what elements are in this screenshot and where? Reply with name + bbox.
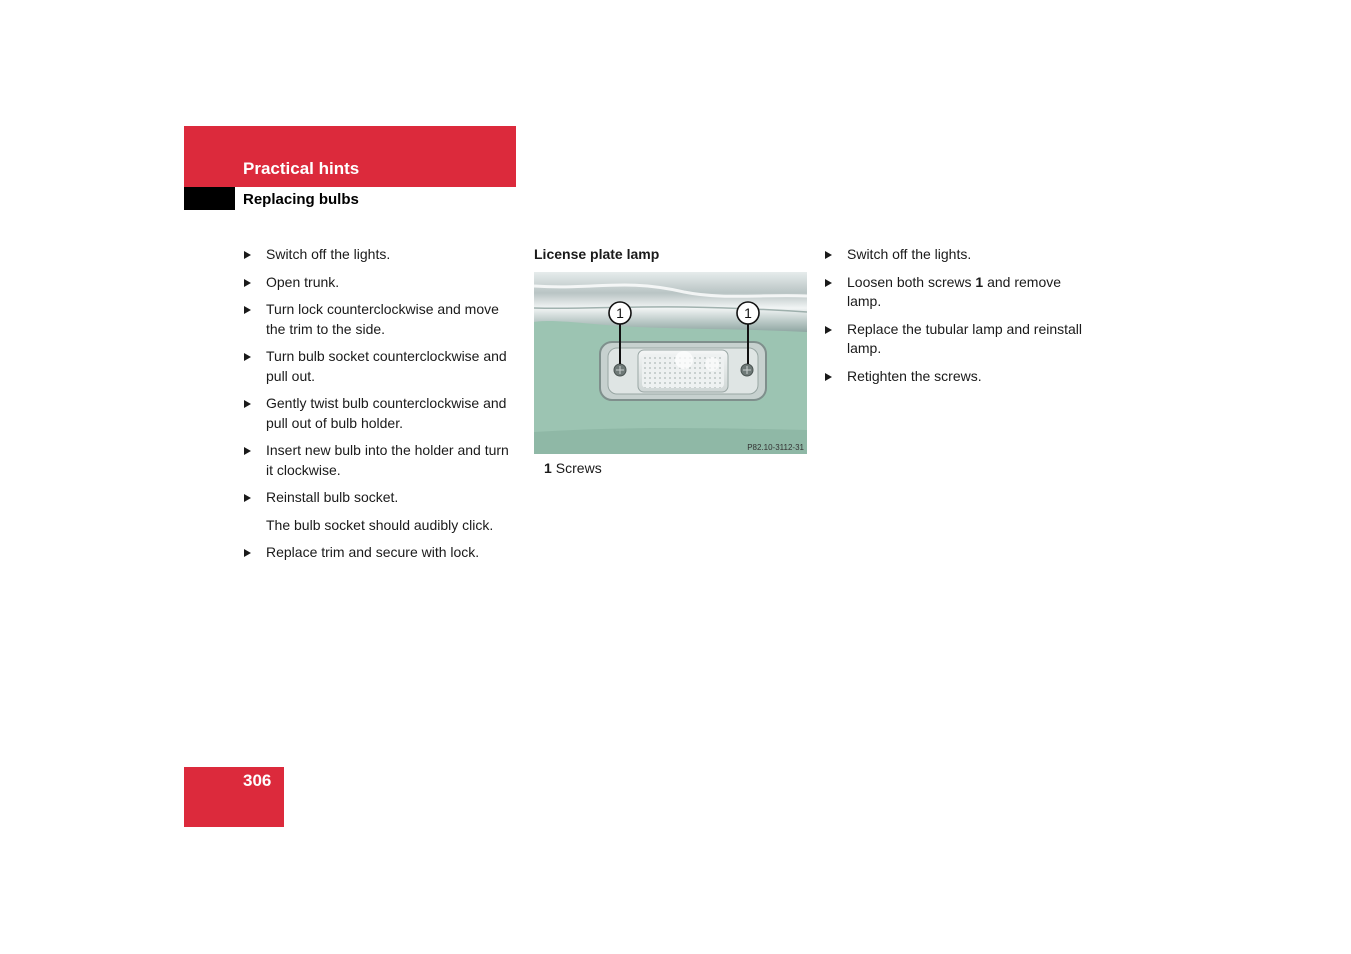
- callout-left-label: 1: [616, 304, 624, 321]
- list-item: Open trunk.: [243, 273, 518, 293]
- list-item: Replace trim and secure with lock.: [243, 543, 518, 563]
- bullet-arrow-icon: [244, 306, 251, 314]
- callout-right-label: 1: [744, 304, 752, 321]
- list-item: Switch off the lights.: [824, 245, 1099, 265]
- lamp-illustration-svg: [534, 272, 807, 454]
- bullet-arrow-icon: [244, 353, 251, 361]
- bullet-arrow-icon: [244, 279, 251, 287]
- bullet-arrow-icon: [244, 549, 251, 557]
- figure-caption: [534, 460, 807, 476]
- figure-block: [534, 245, 807, 476]
- subsection-title: Replacing bulbs: [243, 191, 359, 208]
- bullet-arrow-icon: [825, 251, 832, 259]
- left-instructions: [243, 245, 518, 571]
- list-item: Turn bulb socket counterclockwise and pull out.: [243, 347, 518, 386]
- step-note: The bulb socket should audibly click.: [266, 516, 494, 533]
- bullet-arrow-icon: [244, 251, 251, 259]
- list-item: Switch off the lights.: [243, 245, 518, 265]
- page-number: 306: [243, 771, 272, 790]
- bullet-arrow-icon: [825, 279, 832, 287]
- bullet-arrow-icon: [825, 326, 832, 334]
- list-item: Retighten the screws.: [824, 367, 1099, 387]
- bullet-arrow-icon: [825, 373, 832, 381]
- caption-text: Screws: [555, 459, 602, 476]
- bullet-arrow-icon: [244, 447, 251, 455]
- list-item: Insert new bulb into the holder and turn it clockwise.: [243, 441, 518, 480]
- figure-code: P82.10-3112-31: [747, 442, 804, 452]
- list-item: Gently twist bulb counterclockwise and pull out of bulb holder.: [243, 394, 518, 433]
- section-title: Practical hints: [243, 159, 360, 178]
- list-item: Replace the tubular lamp and reinstall lamp.: [824, 320, 1099, 359]
- bullet-arrow-icon: [244, 400, 251, 408]
- figure-title: License plate lamp: [534, 246, 660, 262]
- bullet-arrow-icon: [244, 494, 251, 502]
- list-item: Turn lock counterclockwise and move the trim to the side.: [243, 300, 518, 339]
- caption-number: 1: [544, 459, 552, 476]
- list-item: Loosen both screws 1 and remove lamp.: [824, 273, 1099, 312]
- right-instructions: [824, 245, 1099, 394]
- section-marker-tab: [184, 187, 235, 210]
- license-plate-lamp-illustration: [534, 272, 807, 454]
- screw-reference: 1: [975, 273, 984, 290]
- list-item: Reinstall bulb socket.: [243, 488, 518, 508]
